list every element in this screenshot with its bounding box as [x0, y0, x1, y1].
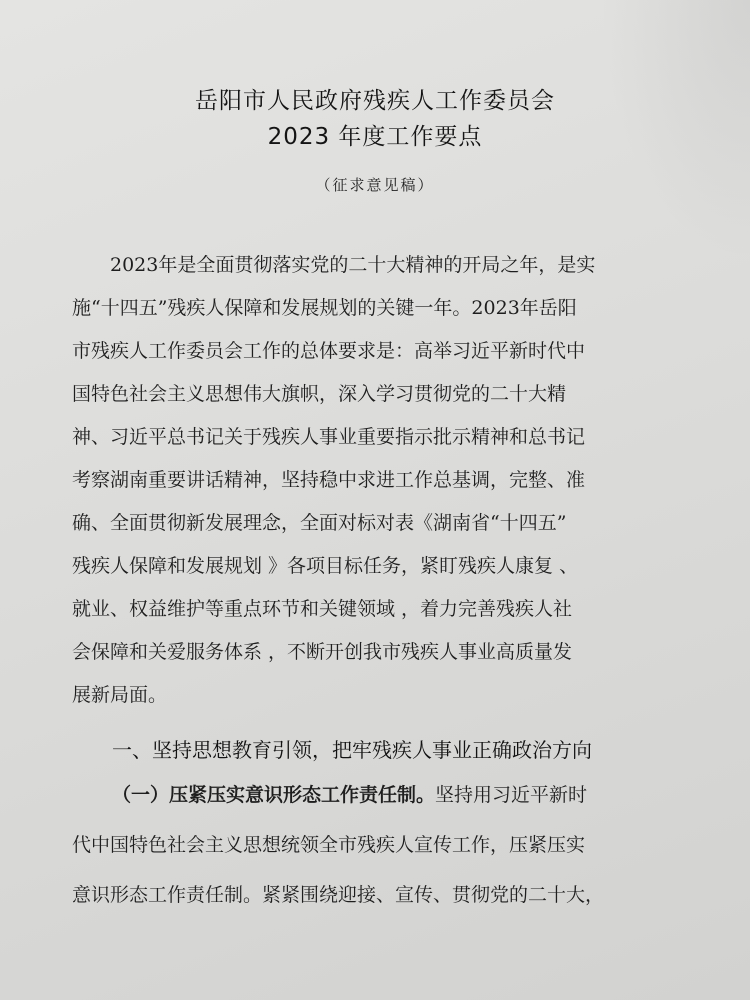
document-subtitle: （征求意见稿）: [315, 176, 435, 194]
paragraph1-line: 残疾人保障和发展规划 》各项目标任务，紧盯残疾人康复 、: [72, 555, 579, 577]
paragraph1-line: 展新局面。: [72, 684, 168, 706]
paragraph1-line: 就业、权益维护等重点环节和关键领域 ，着力完善残疾人社: [72, 598, 573, 620]
paragraph1-line: 国特色社会主义思想伟大旗帜，深入学习贯彻党的二十大精: [72, 383, 567, 405]
paragraph1-line: 会保障和关爱服务体系 ，不断开创我市残疾人事业高质量发: [72, 641, 573, 663]
subsection1-line: 代中国特色社会主义思想统领全市残疾人宣传工作，压紧压实: [72, 834, 586, 856]
paragraph1-line: 市残疾人工作委员会工作的总体要求是：高举习近平新时代中: [72, 340, 586, 362]
subsection1-first-line: [112, 780, 587, 807]
section1-heading: 一、坚持思想教育引领，把牢残疾人事业正确政治方向: [112, 738, 592, 762]
subsection1-line: 意识形态工作责任制。紧紧围绕迎接、宣传、贯彻党的二十大，: [72, 884, 605, 906]
paragraph1-line: 考察湖南重要讲话精神，坚持稳中求进工作总基调，完整、准: [72, 469, 586, 491]
subsection1-heading: （一）压紧压实意识形态工作责任制。: [112, 784, 436, 806]
paragraph1-line: 神、习近平总书记关于残疾人事业重要指示批示精神和总书记: [72, 426, 586, 448]
subsection1-first-line-rest: 坚持用习近平新时: [435, 784, 588, 806]
paragraph1-line: 确、全面贯彻新发展理念，全面对标对表《湖南省“十四五”: [72, 512, 567, 534]
paragraph1-line: 施“十四五”残疾人保障和发展规划的关键一年。2023年岳阳: [72, 297, 577, 319]
document-title-line2: 2023 年度工作要点: [267, 124, 483, 150]
paragraph1-line: 2023年是全面贯彻落实党的二十大精神的开局之年，是实: [110, 254, 596, 276]
document-title-line1: 岳阳市人民政府残疾人工作委员会: [195, 88, 555, 114]
